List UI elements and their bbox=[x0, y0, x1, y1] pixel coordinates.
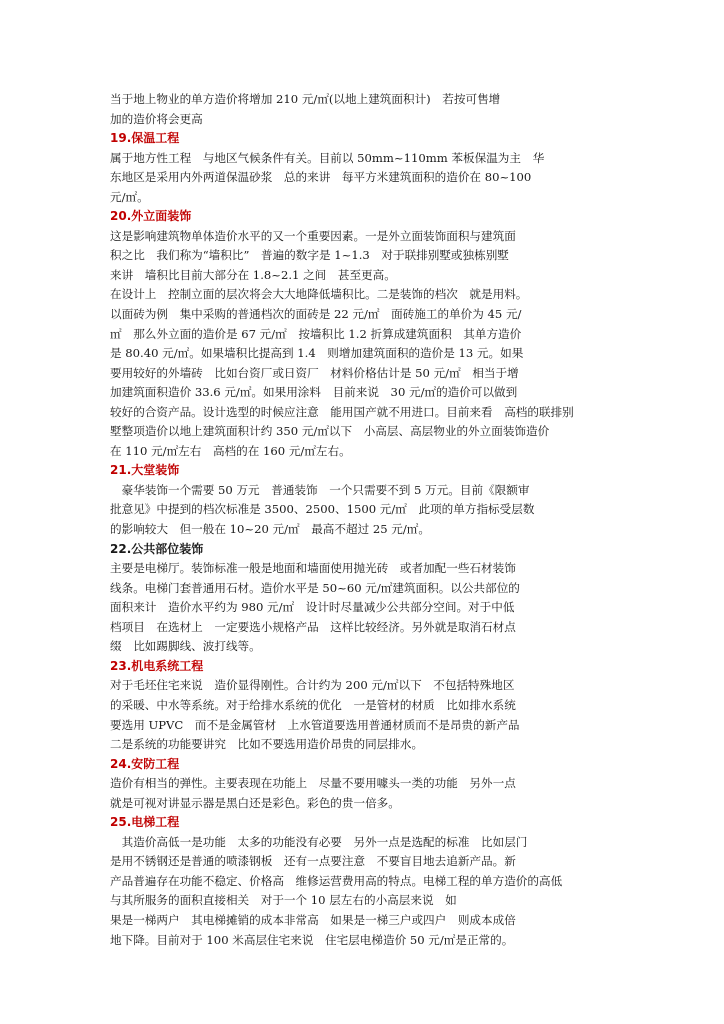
paragraph-line: 地下降。目前对于 100 米高层住宅来说 住宅层电梯造价 50 元/㎡是正常的。 bbox=[110, 932, 514, 947]
paragraph-line: 是用不锈钢还是普通的喷漆钢板 还有一点要注意 不要盲目地去追新产品。新 bbox=[110, 854, 516, 869]
paragraph-line: 线条。电梯门套普通用石材。造价水平是 50~60 元/㎡建筑面积。以公共部位的 bbox=[110, 580, 520, 595]
section-heading: 20.外立面装饰 bbox=[110, 209, 192, 224]
section-s19 bbox=[110, 129, 580, 207]
paragraph-line: 造价有相当的弹性。主要表现在功能上 尽量不要用噱头一类的功能 另外一点 bbox=[110, 776, 516, 791]
paragraph-line: 就是可视对讲显示器是黑白还是彩色。彩色的贵一倍多。 bbox=[110, 795, 400, 810]
section-heading: 23.机电系统工程 bbox=[110, 658, 204, 673]
paragraph-line: 较好的合资产品。设计选型的时候应注意 能用国产就不用进口。目前来看 高档的联排别 bbox=[110, 404, 574, 419]
paragraph-line: 的影响较大 但一般在 10~20 元/㎡ 最高不超过 25 元/㎡。 bbox=[110, 522, 430, 537]
paragraph-line: 缀 比如踢脚线、波打线等。 bbox=[110, 639, 261, 654]
paragraph-line: 产品普遍存在功能不稳定、价格高 维修运营费用高的特点。电梯工程的单方造价的高低 bbox=[110, 873, 563, 888]
section-heading: 25.电梯工程 bbox=[110, 815, 180, 830]
paragraph-line: 积之比 我们称为“墙积比” 普遍的数字是 1~1.3 对于联排别墅或独栋别墅 bbox=[110, 248, 509, 263]
paragraph-line: 当于地上物业的单方造价将增加 210 元/㎡(以地上建筑面积计) 若按可售增 bbox=[110, 92, 501, 106]
section-s25 bbox=[110, 813, 580, 950]
section-s24 bbox=[110, 755, 580, 814]
paragraph-line: 在设计上 控制立面的层次将会大大地降低墙积比。二是装饰的档次 就是用料。 bbox=[110, 287, 528, 302]
paragraph-line: 批意见》中提到的档次标准是 3500、2500、1500 元/㎡ 此项的单方指标受层数 bbox=[110, 502, 535, 517]
paragraph-line: 的采暖、中水等系统。对于给排水系统的优化 一是管材的材质 比如排水系统 bbox=[110, 697, 516, 712]
section-heading: 24.安防工程 bbox=[110, 756, 180, 771]
paragraph-line: 与其所服务的面积直接相关 对于一个 10 层左右的小高层来说 如 bbox=[110, 893, 457, 908]
section-s23 bbox=[110, 657, 580, 755]
paragraph-line: 以面砖为例 集中采购的普通档次的面砖是 22 元/㎡ 面砖施工的单价为 45 元/ bbox=[110, 307, 522, 322]
paragraph-line: 加的造价将会更高 bbox=[110, 111, 203, 126]
paragraph-line: 豪华装饰一个需要 50 万元 普通装饰 一个只需要不到 5 万元。目前《限额审 bbox=[110, 482, 530, 497]
paragraph-line: ㎡ 那么外立面的造价是 67 元/㎡ 按墙积比 1.2 折算成建筑面积 其单方造价 bbox=[110, 326, 522, 341]
paragraph-line: 其造价高低一是功能 太多的功能没有必要 另外一点是选配的标准 比如层门 bbox=[110, 834, 528, 849]
paragraph-line: 加建筑面积造价 33.6 元/㎡。如果用涂料 目前来说 30 元/㎡的造价可以做到 bbox=[110, 385, 518, 400]
section-s21 bbox=[110, 461, 580, 539]
paragraph-line: 面积来计 造价水平约为 980 元/㎡ 设计时尽量减少公共部分空间。对于中低 bbox=[110, 600, 515, 615]
paragraph-line: 这是影响建筑物单体造价水平的又一个重要因素。一是外立面装饰面积与建筑面 bbox=[110, 228, 516, 243]
paragraph-line: 属于地方性工程 与地区气候条件有关。目前以 50mm~110mm 苯板保温为主 华 bbox=[110, 150, 545, 165]
paragraph-line: 要选用 UPVC 而不是金属管材 上水管道要选用普通材质而不是昂贵的新产品 bbox=[110, 717, 520, 732]
section-intro bbox=[110, 90, 580, 129]
paragraph-line: 二是系统的功能要讲究 比如不要选用造价昂贵的同层排水。 bbox=[110, 737, 424, 752]
paragraph-line: 东地区是采用内外两道保温砂浆 总的来讲 每平方米建筑面积的造价在 80~100 bbox=[110, 170, 532, 185]
section-s22 bbox=[110, 540, 580, 657]
section-s20 bbox=[110, 207, 580, 461]
paragraph-line: 果是一梯两户 其电梯摊销的成本非常高 如果是一梯三户或四户 则成本成倍 bbox=[110, 912, 516, 927]
paragraph-line: 档项目 在选材上 一定要选小规格产品 这样比较经济。另外就是取消石材点 bbox=[110, 619, 516, 634]
paragraph-line: 主要是电梯厅。装饰标准一般是地面和墙面使用抛光砖 或者加配一些石材装饰 bbox=[110, 561, 516, 576]
paragraph-line: 元/㎡。 bbox=[110, 189, 149, 204]
paragraph-line: 要用较好的外墙砖 比如台资厂或日资厂 材料价格估计是 50 元/㎡ 相当于增 bbox=[110, 365, 519, 380]
paragraph-line: 对于毛坯住宅来说 造价显得刚性。合计约为 200 元/㎡以下 不包括特殊地区 bbox=[110, 678, 515, 693]
paragraph-line: 是 80.40 元/㎡。如果墙积比提高到 1.4 则增加建筑面积的造价是 13 元。如果 bbox=[110, 346, 524, 361]
document-body bbox=[110, 90, 580, 950]
section-heading: 21.大堂装饰 bbox=[110, 463, 180, 478]
paragraph-line: 墅整项造价以地上建筑面积计约 350 元/㎡以下 小高层、高层物业的外立面装饰造价 bbox=[110, 424, 550, 439]
section-heading: 19.保温工程 bbox=[110, 131, 180, 146]
paragraph-line: 在 110 元/㎡左右 高档的在 160 元/㎡左右。 bbox=[110, 443, 351, 458]
section-heading: 22.公共部位装饰 bbox=[110, 541, 204, 556]
paragraph-line: 来讲 墙积比目前大部分在 1.8~2.1 之间 甚至更高。 bbox=[110, 267, 396, 282]
